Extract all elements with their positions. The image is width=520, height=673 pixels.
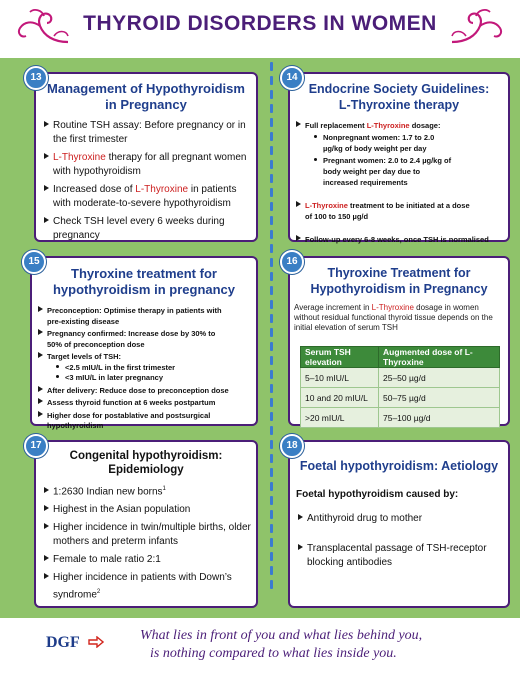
table-header: Serum TSH elevation: [301, 347, 379, 368]
panel-title: Management of Hypothyroidism: [47, 81, 245, 96]
list-item: Check TSH level every 6 weeks during: [44, 215, 256, 229]
panel-title: Thyroxine treatment for: [71, 266, 217, 281]
panel-title: Endocrine Society Guidelines:: [308, 82, 490, 96]
list-item: Nonpregnant women: 1.7 to 2.0: [296, 132, 510, 143]
list-item: 1:2630 Indian new borns$^1$: [44, 482, 256, 499]
table-row: [301, 408, 500, 428]
arrow-right-icon: [88, 636, 104, 648]
table-cell: 50–75 µg/d: [379, 388, 500, 408]
panel-title: in Pregnancy: [105, 97, 187, 112]
list-item: Increased dose of L-Thyroxine in patients: [44, 183, 256, 197]
intro-text: Average increment in L-Thyroxine dosage in women: [294, 303, 479, 312]
table-cell: 75–100 µg/d: [379, 408, 500, 428]
panel-foetal-aetiology: Foetal hypothyroidism: Aetiology Foetal hypothyroidism caused by: Antithyroid drug to mother Transplacental passage of TSH-receptor blocking antibodies: [288, 440, 510, 608]
list-item: Target levels of TSH:: [38, 352, 258, 363]
table-row: [301, 388, 500, 408]
panel-title: Hypothyroidism in Pregnancy: [310, 282, 488, 296]
list-item: <3 mIU/L in later pregnancy: [38, 373, 258, 384]
list-item: L-Thyroxine treatment to be initiated at a dose: [296, 200, 510, 211]
panel-title: Thyroxine Treatment for: [327, 266, 471, 280]
panel-subtitle: Foetal hypothyroidism caused by:: [296, 489, 459, 500]
header: [0, 0, 520, 58]
list-item: After delivery: Reduce dose to preconception dose: [38, 386, 258, 397]
dosage-table: [300, 346, 500, 428]
table-cell: 25–50 µg/d: [379, 368, 500, 388]
flourish-ornament-icon: [10, 6, 72, 48]
table-header-row: [301, 347, 500, 368]
table-row: [301, 368, 500, 388]
list-item: Higher incidence in twin/multiple births, older: [44, 521, 256, 535]
table-cell: >20 mIU/L: [301, 408, 379, 428]
center-divider: [270, 62, 274, 607]
table-cell: 10 and 20 mIU/L: [301, 388, 379, 408]
panel-number-badge: 16: [280, 250, 304, 274]
panel-title: hypothyroidism in pregnancy: [52, 282, 236, 297]
panel-number-badge: 15: [22, 250, 46, 274]
list-item: Full replacement L-Thyroxine dosage:: [296, 120, 510, 131]
list-item: Transplacental passage of TSH-receptor: [298, 542, 510, 556]
panel-number-badge: 13: [24, 66, 48, 90]
list-item: Highest in the Asian population: [44, 503, 256, 517]
list-item: Pregnancy confirmed: Increase dose by 30% to: [38, 329, 258, 340]
table-header: Augmented dose of L-Thyroxine: [379, 347, 500, 368]
list-item: <2.5 mIU/L in the first trimester: [38, 363, 258, 374]
panel-title: Foetal hypothyroidism: Aetiology: [299, 459, 499, 473]
panel-number-badge: 17: [24, 434, 48, 458]
panel-management-hypothyroidism: Management of Hypothyroidism in Pregnancy Routine TSH assay: Before pregnancy or in the first trimester L-Thyroxine therapy for all pregnant women with hypothyroidism Increased dose of L-Thyroxine in patients with moderate-to-severe hypothyroidism Check TSH level every 6 weeks during pregnancy: [34, 72, 258, 242]
list-item: Higher incidence in patients with Down’s: [44, 571, 256, 585]
panel-endocrine-guidelines: Endocrine Society Guidelines: L-Thyroxine therapy Full replacement L-Thyroxine dosage: Nonpregnant women: 1.7 to 2.0 µg/kg of body weight per day Pregnant women: 2.0 to 2.4 µg/kg of body weight per day due to increased requirements L-Thyroxine treatment to be initiated at a dose of 100 to 150 µg/d Follow-up every 6-8 weeks, once TSH is normalised: [288, 72, 510, 242]
list-item: Antithyroid drug to mother: [298, 512, 510, 526]
panel-title: Epidemiology: [108, 464, 184, 476]
list-item: Female to male ratio 2:1: [44, 553, 256, 567]
panel-title: Congenital hypothyroidism:: [69, 450, 223, 462]
panel-congenital-epidemiology: Congenital hypothyroidism: Epidemiology 1:2630 Indian new borns$^1$ Highest in the Asian population Higher incidence in twin/multiple births, older mothers and preterm infants Female to male ratio 2:1 Higher incidence in patients with Down’s syndrome$^2$: [34, 440, 258, 608]
list-item: Follow-up every 6-8 weeks, once TSH is normalised: [296, 234, 510, 245]
panel-number-badge: 14: [280, 66, 304, 90]
list-item: Pregnant women: 2.0 to 2.4 µg/kg of: [296, 155, 510, 166]
panel-thyroxine-dosage-table: Thyroxine Treatment for Hypothyroidism in Pregnancy Average increment in L-Thyroxine dosage in women without residual functional thyroid tissue depends on the initial elevation of serum TSH Serum TSH elevation Augmented dose of L-Thyroxine 5–10 mIU/L 25–50 µg/d 10 and 20 mIU/L 50–75 µg/d >20 mIU/L 75–100 µg/d: [288, 256, 510, 426]
brand-logo: DGF: [46, 634, 80, 651]
footer-quote: What lies in front of you and what lies behind you, is nothing compared to what lies inside you.: [140, 628, 423, 661]
panel-thyroxine-treatment: Thyroxine treatment for hypothyroidism in pregnancy Preconception: Optimise therapy in patients with pre-existing disease Pregnancy confirmed: Increase dose by 30% to 50% of preconception dose Target levels of TSH: <2.5 mIU/L in the first trimester <3 mIU/L in later pregnancy After delivery: Reduce dose to preconception dose Assess thyroid function at 6 weeks postpartum Higher dose for postablative and postsurgical hypothyroidism: [30, 256, 258, 426]
list-item: Assess thyroid function at 6 weeks postpartum: [38, 398, 258, 409]
table-cell: 5–10 mIU/L: [301, 368, 379, 388]
list-item: Higher dose for postablative and postsurgical: [38, 411, 258, 422]
panel-number-badge: 18: [280, 434, 304, 458]
flourish-ornament-icon: [448, 6, 510, 48]
list-item: Routine TSH assay: Before pregnancy or in: [44, 119, 256, 133]
list-item: L-Thyroxine therapy for all pregnant women: [44, 151, 256, 165]
page-title: THYROID DISORDERS IN WOMEN: [83, 12, 437, 35]
panel-title: L-Thyroxine therapy: [338, 98, 460, 112]
list-item: Preconception: Optimise therapy in patients with: [38, 306, 258, 317]
